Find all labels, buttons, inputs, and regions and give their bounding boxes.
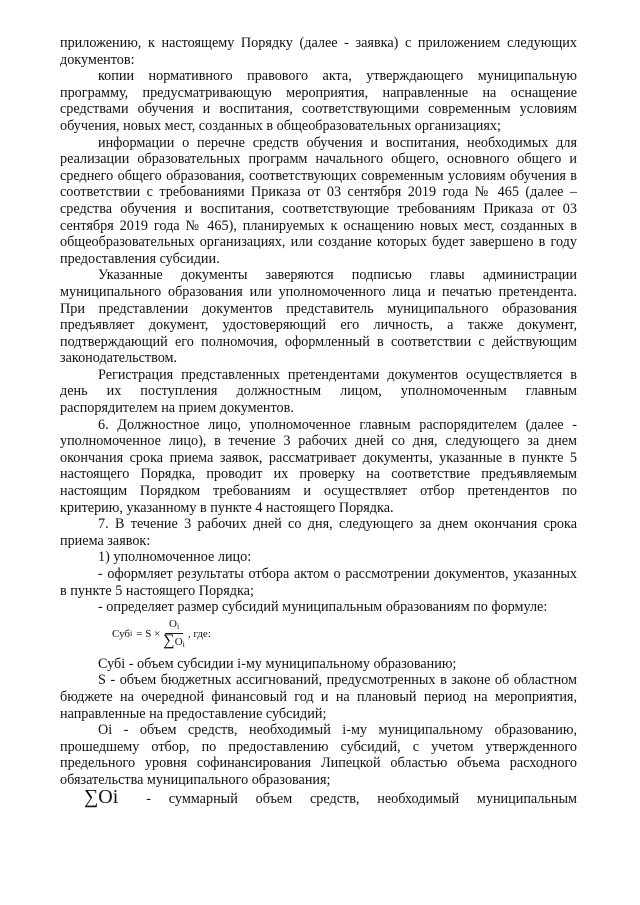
document-body [60,35,577,807]
formula-lhs: Суб [112,628,131,641]
formula-fraction [163,618,185,652]
paragraph-formula-intro: - определяет размер субсидий муниципальным образованиям по формуле: [98,599,548,616]
formula-lhs-subscript: i [130,629,133,639]
paragraph-subitem-1: 1) уполномоченное лицо: [98,549,252,566]
definition-sum-o-i [60,785,577,808]
paragraph-item-6: 6. Должностное лицо, уполномоченное главным распорядителем (далее - уполномоченное лицо), в течение 3 рабочих дней со дня, следующего за днем окончания срока приема заявок, рассматривает документы, указанные в пункте 5 настоящего Порядка, проводит их проверку на соответствие предъявляемым настоящим Порядком требованиям и осуществляет отбор претендентов по критерию, указанному в пункте 4 настоящего Порядка. [60,416,577,516]
paragraph-item-7: 7. В течение 3 рабочих дней со дня, следующего за днем окончания срока приема заявок: [60,516,577,549]
paragraph-legal-act-copy: копии нормативного правового акта, утверждающего муниципальную программу, предусматривающую мероприятия, направленные на оснащение средствами обучения и воспитания, соответствующими современным условиям обучения, новых мест, созданных в общеобразовательных организациях; [60,68,577,134]
numerator-symbol: O [168,617,177,630]
sum-symbol: ∑Oi [84,785,119,808]
denominator-symbol: O [174,635,183,648]
formula-equals-s: = S × [136,628,161,641]
denominator-subscript: i [182,639,185,649]
paragraph-act-results: - оформляет результаты отбора актом о рассмотрении документов, указанных в пункте 5 настоящего Порядка; [60,566,577,599]
formula-tail: , где: [187,628,211,641]
definition-o-i: Oi - объем средств, необходимый i-му муниципальному образованию, прошедшему отбор, по предоставлению субсидий, с учетом утвержденного предельного уровня софинансирования Липецкой областью объема расходного обязательства муниципального образования; [60,722,577,788]
paragraph-means-info: информации о перечне средств обучения и воспитания, необходимых для реализации образовательных программ начального общего, основного общего и среднего общего образования, соответствующих современным условиям обучения в соответствии с требованиями Приказа от 03 сентября 2019 года № 465 (далее – средства обучения и воспитания, соответствующие требованиям Приказа от 03 сентября 2019 года № 465), планируемых к оснащению новых мест, созданных в общеобразовательных организациях, или создание которых будет завершено в году предоставления субсидии. [60,134,577,267]
formula-denominator [163,631,185,652]
paragraph-certification: Указанные документы заверяются подписью главы администрации муниципального образования или уполномоченного лица и печатью претендента. При представлении документов представитель муниципального образования предъявляет документ, удостоверяющий его личность, а также документ, подтверждающий его полномочия, оформленный в соответствии с действующим законодательством. [60,267,577,367]
definition-sub-i: Субi - объем субсидии i-му муниципальному образованию; [98,655,457,672]
definition-s: S - объем бюджетных ассигнований, предусмотренных в законе об областном бюджете на очередной финансовый год и на плановый период на мероприятия, направленные на предоставление субсидий; [60,672,577,722]
paragraph-intro: приложению, к настоящему Порядку (далее - заявка) с приложением следующих документов: [60,35,577,68]
sum-definition-text: - суммарный объем средств, необходимый муниципальным [146,790,577,807]
paragraph-registration: Регистрация представленных претендентами документов осуществляется в день их поступления должностным лицом, уполномоченным главным распорядителем на прием документов. [60,366,577,417]
subsidy-formula [112,618,577,652]
sigma-symbol: ∑ [163,631,175,649]
numerator-subscript: i [176,621,180,631]
